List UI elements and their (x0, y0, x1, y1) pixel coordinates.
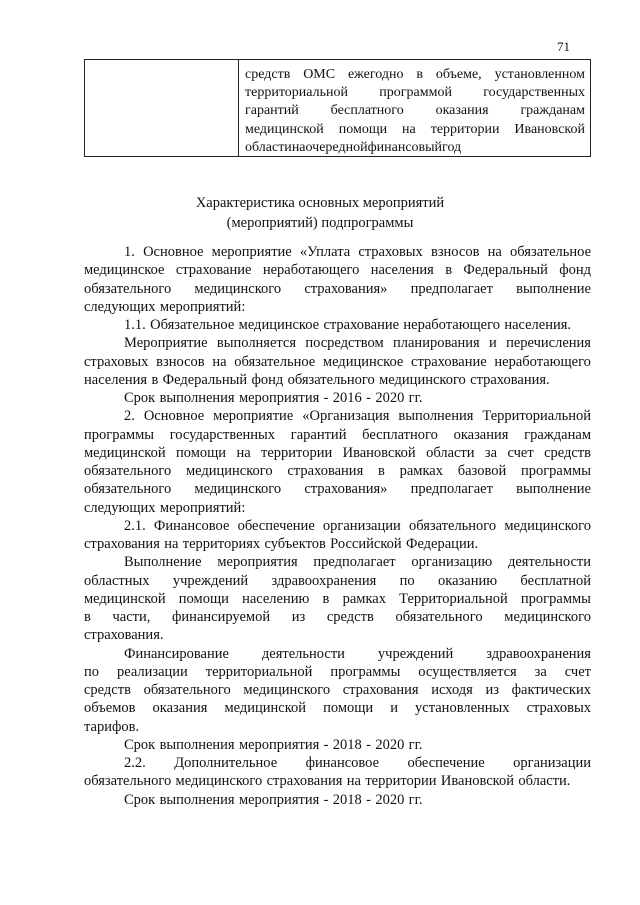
paragraph-line: обязательного медицинского страхования» предполагает выполнение (84, 280, 591, 297)
table-cell-line: гарантий бесплатного оказания гражданам (245, 103, 585, 119)
paragraph-line: Срок выполнения мероприятия - 2016 - 2020 гг. (124, 390, 423, 406)
paragraph-line: по реализации территориальной программы осуществляется за счет (84, 663, 591, 680)
paragraph-line: Срок выполнения мероприятия - 2018 - 2020 гг. (124, 736, 423, 753)
table-cell-line: средств ОМС ежегодно в объеме, установленном (245, 67, 585, 82)
paragraph-line: следующих мероприятий: (84, 298, 246, 315)
paragraph-line: объемов оказания медицинской помощи и установленных страховых (84, 700, 591, 717)
paragraph-line: 1.1. Обязательное медицинское страхование неработающего населения. (124, 317, 572, 333)
paragraph-line: населения в Федеральный фонд обязательного медицинского страхования. (84, 371, 550, 388)
table-fragment (84, 59, 591, 157)
paragraph-line: страхования на территориях субъектов Российской Федерации. (84, 536, 479, 552)
paragraph-line: средств обязательного медицинского страхования исходя из фактических (84, 682, 591, 698)
paragraph-line: 2.1. Финансовое обеспечение организации обязательного медицинского (124, 517, 591, 534)
paragraph-line: страховых взносов на обязательное медицинское страхование неработающего (84, 353, 591, 370)
paragraph-line: Мероприятие выполняется посредством планирования и перечисления (124, 335, 591, 352)
paragraph-line: в части, финансируемой из средств обязательного медицинского (84, 609, 591, 625)
paragraph-line: областных учреждений здравоохранения по оказанию бесплатной (84, 572, 591, 589)
paragraph-line: обязательного медицинского страхования в рамках базовой программы (84, 463, 591, 479)
page-number: 71 (557, 39, 570, 54)
paragraph-line: медицинской помощи на территории Ивановской области за счет средств (84, 444, 591, 461)
body-text (84, 243, 591, 809)
table-cell-line: медицинской помощи на территории Ивановской (245, 121, 585, 137)
paragraph-line: обязательного медицинского страхования на территории Ивановской области. (84, 773, 571, 790)
paragraph-line: тарифов. (84, 718, 140, 735)
paragraph-line: программы государственных гарантий бесплатного оказания гражданам (84, 426, 591, 443)
paragraph-line: 2.2. Дополнительное финансовое обеспечение организации (124, 755, 591, 771)
section-title-line-2: (мероприятий) подпрограммы (226, 215, 414, 231)
paragraph-line: страхования. (84, 627, 164, 644)
table-cell-line: территориальной программой государственных (245, 85, 585, 101)
paragraph-line: медицинской помощи населению в рамках Территориальной программы (84, 590, 591, 607)
paragraph-line: следующих мероприятий: (84, 499, 246, 516)
paragraph-line: обязательного медицинского страхования» предполагает выполнение (84, 481, 591, 498)
table-left-cell (85, 60, 239, 156)
paragraph-line: Срок выполнения мероприятия - 2018 - 2020 гг. (124, 791, 423, 808)
paragraph-line: медицинское страхование неработающего населения в Федеральный фонд (84, 262, 591, 279)
paragraph-line: Финансирование деятельности учреждений здравоохранения (124, 645, 591, 662)
section-title-line-1: Характеристика основных мероприятий (195, 195, 445, 211)
table-right-cell (239, 60, 590, 156)
paragraph-line: Выполнение мероприятия предполагает организацию деятельности (124, 554, 591, 571)
paragraph-line: 2. Основное мероприятие «Организация выполнения Территориальной (124, 408, 591, 425)
table-cell-line: области на очередной финансовый год (245, 139, 462, 155)
paragraph-line: 1. Основное мероприятие «Уплата страховых взносов на обязательное (124, 244, 591, 260)
